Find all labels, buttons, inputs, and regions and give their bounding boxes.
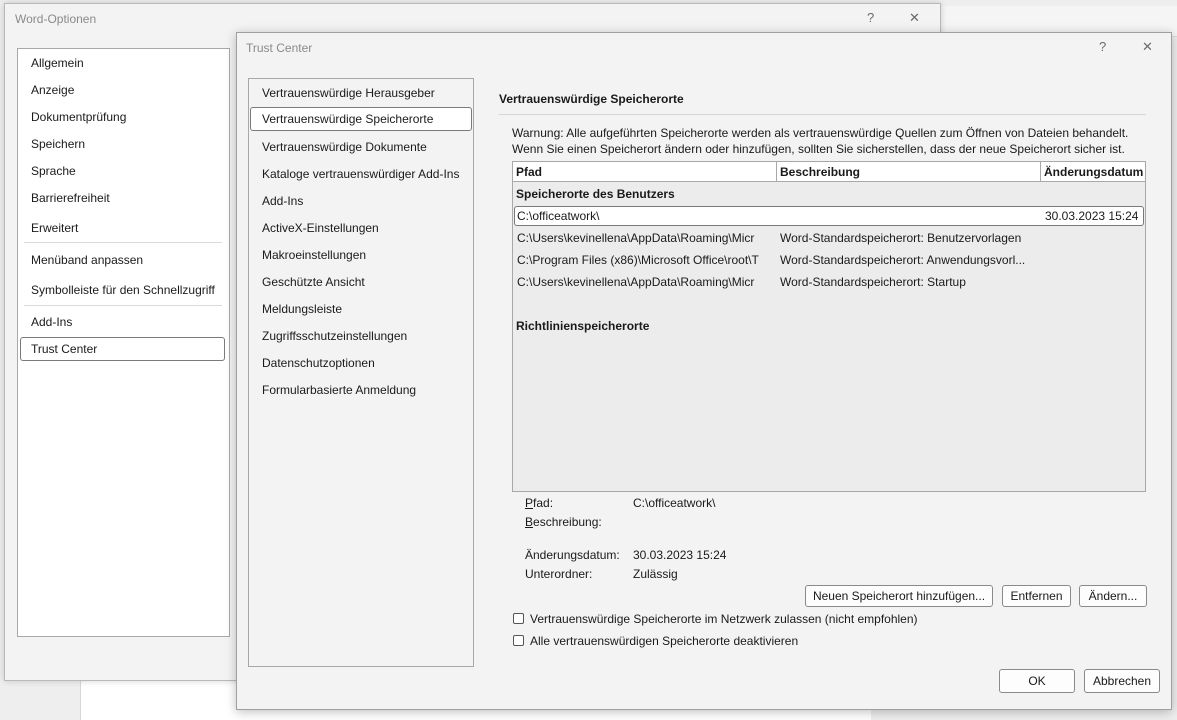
- row-description: Word-Standardspeicherort: Benutzervorlagen: [780, 231, 1022, 245]
- detail-date-value: 30.03.2023 15:24: [633, 548, 727, 562]
- tc-nav-herausgeber[interactable]: Vertrauenswürdige Herausgeber: [262, 86, 435, 100]
- nav-item-add-ins[interactable]: Add-Ins: [31, 315, 73, 329]
- tc-nav-kataloge[interactable]: Kataloge vertrauenswürdiger Add-Ins: [262, 167, 460, 181]
- nav-separator: [24, 242, 222, 243]
- modify-button[interactable]: Ändern...: [1079, 585, 1147, 607]
- nav-item-allgemein[interactable]: Allgemein: [31, 56, 84, 70]
- section-heading: Vertrauenswürdige Speicherorte: [499, 92, 684, 106]
- nav-item-anzeige[interactable]: Anzeige: [31, 83, 75, 97]
- nav-item-trust-center[interactable]: Trust Center: [20, 337, 225, 361]
- ok-button[interactable]: OK: [999, 669, 1075, 693]
- table-row[interactable]: [514, 206, 1144, 226]
- nav-item-speichern[interactable]: Speichern: [31, 137, 86, 151]
- row-path: C:\Users\kevinellena\AppData\Roaming\Micr: [517, 275, 755, 289]
- detail-subfolder-label: Unterordner:: [525, 567, 593, 581]
- nav-separator: [24, 305, 222, 306]
- nav-item-dokumentpruefung[interactable]: Dokumentprüfung: [31, 110, 127, 124]
- row-path: C:\officeatwork\: [517, 209, 600, 223]
- word-options-help-button[interactable]: ?: [867, 10, 875, 25]
- network-locations-checkbox[interactable]: [513, 613, 524, 624]
- tc-nav-speicherorte[interactable]: Vertrauenswürdige Speicherorte: [250, 107, 472, 131]
- tc-nav-meldungsleiste[interactable]: Meldungsleiste: [262, 302, 343, 316]
- trust-center-help-button[interactable]: ?: [1099, 39, 1107, 54]
- heading-divider: [499, 114, 1146, 115]
- tc-nav-dokumente[interactable]: Vertrauenswürdige Dokumente: [262, 140, 427, 154]
- tc-nav-datenschutz[interactable]: Datenschutzoptionen: [262, 356, 375, 370]
- nav-item-menueband[interactable]: Menüband anpassen: [31, 253, 144, 267]
- trust-center-title: Trust Center: [246, 41, 313, 55]
- row-description: Word-Standardspeicherort: Startup: [780, 275, 966, 289]
- add-location-button[interactable]: Neuen Speicherort hinzufügen...: [805, 585, 993, 607]
- group-header-user: Speicherorte des Benutzers: [516, 187, 675, 201]
- column-header-pfad[interactable]: Pfad: [513, 162, 777, 182]
- trust-center-window: [236, 32, 1172, 710]
- nav-item-sprache[interactable]: Sprache: [31, 164, 76, 178]
- trust-center-close-button[interactable]: ✕: [1142, 39, 1153, 54]
- column-header-aenderungsdatum[interactable]: Änderungsdatum: [1041, 162, 1145, 182]
- disable-locations-label[interactable]: Alle vertrauenswürdigen Speicherorte deaktivieren: [530, 634, 799, 648]
- locations-list[interactable]: [512, 161, 1146, 492]
- detail-description-label: Beschreibung:: [525, 515, 602, 529]
- remove-button[interactable]: Entfernen: [1002, 585, 1071, 607]
- cancel-button[interactable]: Abbrechen: [1084, 669, 1160, 693]
- network-locations-label[interactable]: Vertrauenswürdige Speicherorte im Netzwerk zulassen (nicht empfohlen): [530, 612, 918, 626]
- table-row[interactable]: [514, 250, 1144, 270]
- warning-text: Warnung: Alle aufgeführten Speicherorte werden als vertrauenswürdige Quellen zum Öffnen von Dateien behandelt. Wenn Sie einen Speicherort ändern oder hinzufügen, sollten Sie sicherstellen, dass der neue Speicherort sicher ist.: [512, 126, 1129, 156]
- row-description: Word-Standardspeicherort: Anwendungsvorl...: [780, 253, 1026, 267]
- tc-nav-geschuetzte-ansicht[interactable]: Geschützte Ansicht: [262, 275, 365, 289]
- word-options-nav: [17, 48, 230, 637]
- row-path: C:\Users\kevinellena\AppData\Roaming\Micr: [517, 231, 755, 245]
- tc-nav-makro[interactable]: Makroeinstellungen: [262, 248, 367, 262]
- tc-nav-formularanmeldung[interactable]: Formularbasierte Anmeldung: [262, 383, 417, 397]
- detail-path-value: C:\officeatwork\: [633, 496, 716, 510]
- detail-path-label: Pfad:: [525, 496, 554, 510]
- nav-item-erweitert[interactable]: Erweitert: [31, 221, 79, 235]
- table-row[interactable]: [514, 272, 1144, 292]
- table-row[interactable]: [514, 228, 1144, 248]
- group-header-policy: Richtlinienspeicherorte: [516, 319, 650, 333]
- tc-nav-zugriffsschutz[interactable]: Zugriffsschutzeinstellungen: [262, 329, 408, 343]
- disable-locations-checkbox[interactable]: [513, 635, 524, 646]
- nav-item-schnellzugriff[interactable]: Symbolleiste für den Schnellzugriff: [31, 283, 215, 297]
- trust-center-nav: [248, 78, 474, 667]
- detail-subfolder-value: Zulässig: [633, 567, 678, 581]
- column-header-beschreibung[interactable]: Beschreibung: [777, 162, 1041, 182]
- row-date: 30.03.2023 15:24: [1045, 209, 1139, 223]
- tc-nav-add-ins[interactable]: Add-Ins: [262, 194, 304, 208]
- row-path: C:\Program Files (x86)\Microsoft Office\root\T: [517, 253, 759, 267]
- word-options-close-button[interactable]: ✕: [909, 10, 920, 25]
- detail-date-label: Änderungsdatum:: [525, 548, 620, 562]
- tc-nav-activex[interactable]: ActiveX-Einstellungen: [262, 221, 379, 235]
- word-options-title: Word-Optionen: [15, 12, 97, 26]
- nav-item-barrierefreiheit[interactable]: Barrierefreiheit: [31, 191, 110, 205]
